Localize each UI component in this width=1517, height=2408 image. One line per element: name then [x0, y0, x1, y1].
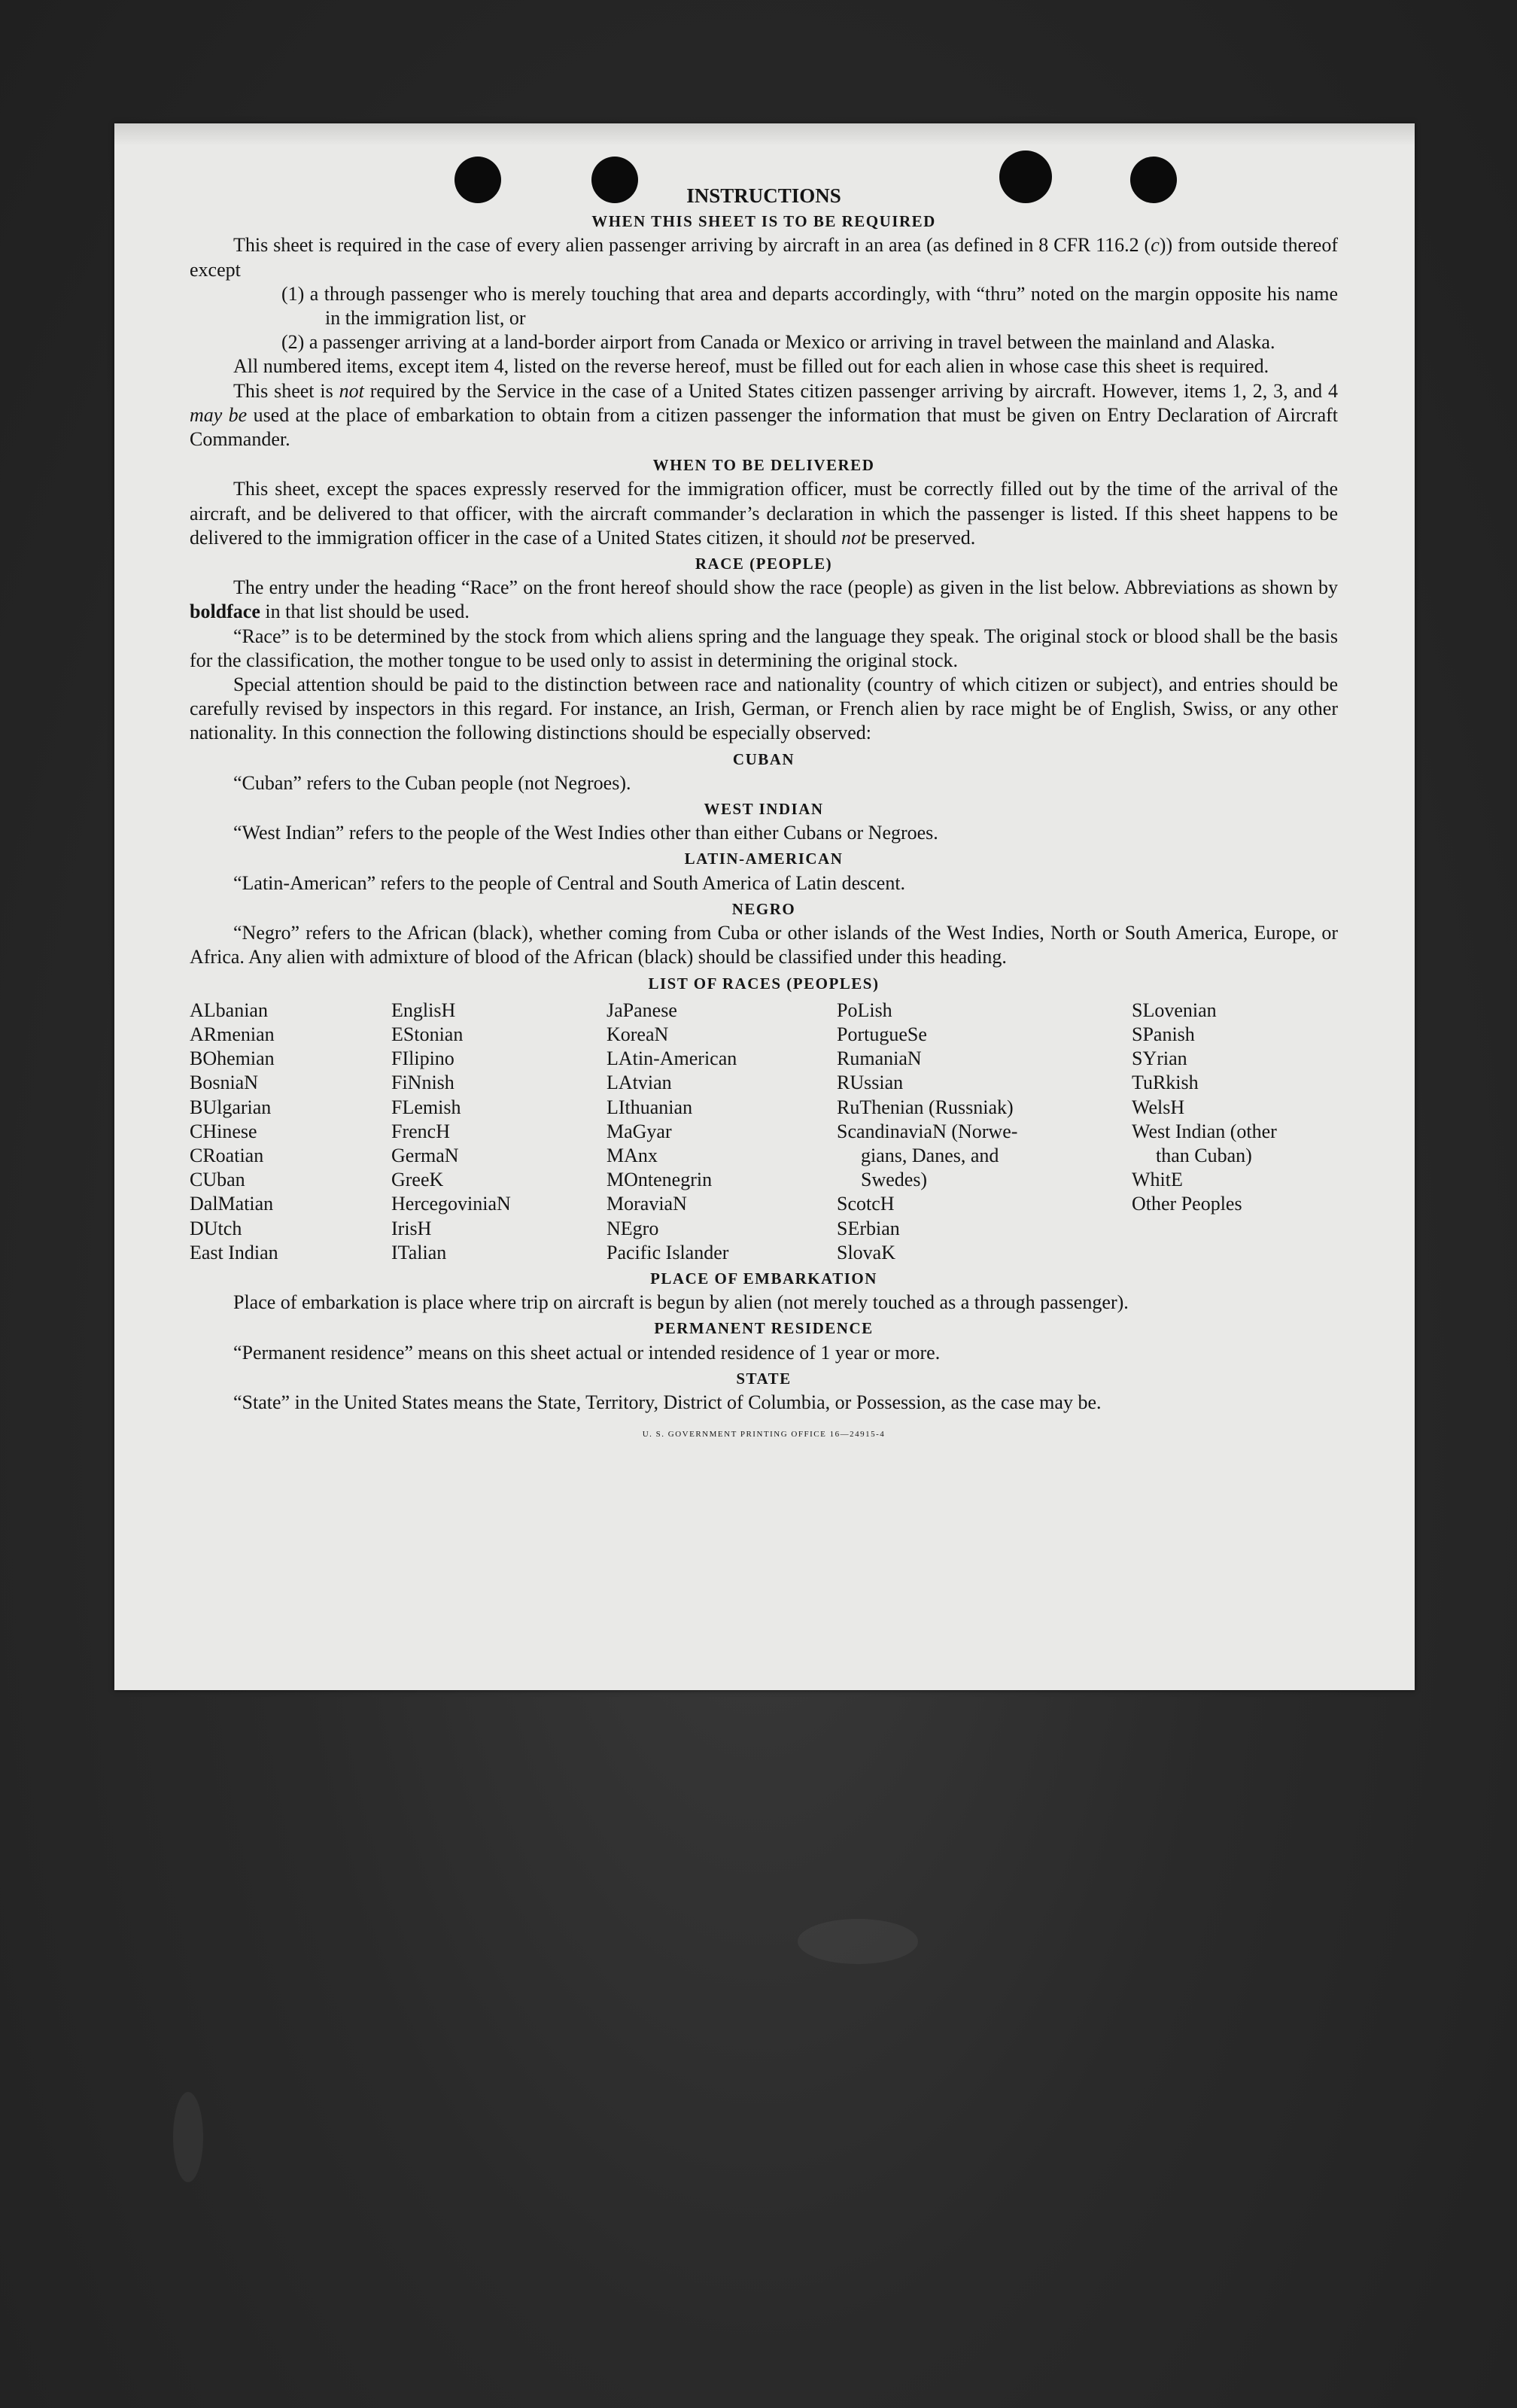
race-item: FLemish: [391, 1096, 461, 1118]
section-heading: WHEN TO BE DELIVERED: [652, 456, 875, 475]
paragraph: The entry under the heading “Race” on the front hereof should show the race (people) as given in the list below. Abbreviations as shown by boldface in that list should be used.: [190, 576, 1338, 623]
paragraph: “State” in the United States means the State, Territory, District of Columbia, or Possession, as the case may be.: [233, 1391, 1102, 1413]
race-item: SYrian: [1132, 1047, 1187, 1070]
race-item: LAtvian: [606, 1072, 672, 1094]
section-heading: NEGRO: [731, 899, 796, 918]
paragraph: “Cuban” refers to the Cuban people (not Negroes).: [233, 771, 631, 794]
race-item: RumaniaN: [837, 1047, 922, 1070]
race-item: ScandinaviaN (Norwe-: [837, 1120, 1018, 1142]
race-item: PortugueSe: [837, 1023, 927, 1045]
race-item: ITalian: [391, 1241, 447, 1263]
race-item: PoLish: [837, 999, 892, 1021]
section-heading: CUBAN: [732, 749, 795, 768]
printer-imprint: U. S. GOVERNMENT PRINTING OFFICE 16—24915-4: [642, 1430, 886, 1440]
race-item: Other Peoples: [1132, 1193, 1242, 1215]
film-artifact: [173, 2092, 203, 2182]
section-heading: PERMANENT RESIDENCE: [654, 1319, 874, 1338]
exception-item: (2) a passenger arriving at a land-border airport from Canada or Mexico or arriving in travel between the mainland and Alaska.: [281, 331, 1275, 354]
paragraph: “Race” is to be determined by the stock from which aliens spring and the language they speak. The original stock or blood shall be the basis for the classification, the mother tongue to be used only to assist in determining the original stock.: [190, 625, 1338, 671]
race-list: [190, 999, 1338, 1265]
section-heading: LATIN-AMERICAN: [684, 850, 844, 868]
race-item: MAnx: [606, 1144, 658, 1166]
race-item: SErbian: [837, 1217, 900, 1239]
race-list-column: [1132, 999, 1335, 1265]
race-item: KoreaN: [606, 1023, 669, 1045]
race-item: SlovaK: [837, 1241, 895, 1263]
paragraph: Place of embarkation is place where trip on aircraft is begun by alien (not merely touched as a through passenger).: [233, 1291, 1129, 1314]
race-item: JaPanese: [606, 999, 677, 1021]
paragraph: This sheet, except the spaces expressly reserved for the immigration officer, must be correctly filled out by the time of the arrival of the aircraft, and be delivered to that officer, with the aircraft commander’s declaration in which the passenger is listed. If this sheet happens to be delivered to the immigration officer in the case of a United States citizen, it should not be preserved.: [190, 478, 1338, 549]
race-list-column: [190, 999, 391, 1265]
race-item: GreeK: [391, 1169, 444, 1191]
exception-item: (1) a through passenger who is merely touching that area and departs accordingly, with “thru” noted on the margin opposite his name in the immigration list, or: [281, 282, 1338, 330]
race-item: MoraviaN: [606, 1193, 687, 1215]
race-item: FIlipino: [391, 1047, 454, 1070]
race-item: LIthuanian: [606, 1096, 693, 1118]
section-heading: STATE: [736, 1369, 792, 1388]
race-item-continuation: Swedes): [861, 1169, 928, 1191]
race-list-column: [391, 999, 606, 1265]
race-item: East Indian: [190, 1241, 278, 1263]
race-item: EStonian: [391, 1023, 464, 1045]
section-heading: RACE (PEOPLE): [695, 555, 833, 573]
race-item: LAtin-American: [606, 1047, 737, 1070]
race-item: BUlgarian: [190, 1096, 272, 1118]
race-item: ScotcH: [837, 1193, 895, 1215]
race-item: WelsH: [1132, 1096, 1185, 1118]
race-item: MOntenegrin: [606, 1169, 713, 1191]
document-page: [114, 123, 1415, 1690]
race-list-column: [837, 999, 1132, 1265]
paragraph: “Negro” refers to the African (black), whether coming from Cuba or other islands of the West Indies, North or South America, Europe, or Africa. Any alien with admixture of blood of the African (black) should be classified under this heading.: [190, 922, 1338, 968]
race-item: Pacific Islander: [606, 1241, 729, 1263]
race-item: CUban: [190, 1169, 245, 1191]
page-top-edge: [114, 123, 1415, 146]
film-artifact: [798, 1919, 918, 1964]
race-item: FiNnish: [391, 1072, 454, 1094]
race-item: MaGyar: [606, 1120, 672, 1142]
instructions-text: [190, 184, 1338, 1446]
paragraph: “West Indian” refers to the people of the West Indies other than either Cubans or Negroes.: [233, 822, 938, 844]
race-item: IrisH: [391, 1217, 432, 1239]
paragraph: This sheet is not required by the Service in the case of a United States citizen passenger arriving by aircraft. However, items 1, 2, 3, and 4 may be used at the place of embarkation to obtain from a citizen passenger the information that must be given on Entry Declaration of Aircraft Commander.: [190, 379, 1339, 451]
section-heading: PLACE OF EMBARKATION: [650, 1269, 877, 1288]
race-item: BOhemian: [190, 1047, 275, 1070]
race-item: West Indian (other: [1132, 1120, 1277, 1142]
race-item: GermaN: [391, 1144, 459, 1166]
paragraph: “Latin-American” refers to the people of Central and South America of Latin descent.: [233, 871, 906, 894]
document-title: INSTRUCTIONS: [686, 184, 841, 207]
paragraph: All numbered items, except item 4, listed on the reverse hereof, must be filled out for each alien in whose case this sheet is required.: [233, 355, 1269, 378]
paragraph: This sheet is required in the case of every alien passenger arriving by aircraft in an area (as defined in 8 CFR 116.2 (c)) from outside thereof except: [190, 234, 1339, 281]
race-item: RuThenian (Russniak): [837, 1096, 1014, 1118]
race-item: DUtch: [190, 1217, 242, 1239]
paragraph: Special attention should be paid to the distinction between race and nationality (country of which citizen or subject), and entries should be carefully revised by inspectors in this regard. For instance, an Irish, German, or French alien by race might be of English, Swiss, or any other nationality. In this connection the following distinctions should be especially observed:: [190, 673, 1338, 744]
race-item: SPanish: [1132, 1023, 1195, 1045]
race-item: ALbanian: [190, 999, 268, 1021]
race-item: DalMatian: [190, 1193, 274, 1215]
race-item: RUssian: [837, 1072, 904, 1094]
race-item: CRoatian: [190, 1144, 264, 1166]
race-item: CHinese: [190, 1120, 257, 1142]
race-item: SLovenian: [1132, 999, 1217, 1021]
section-heading: LIST OF RACES (PEOPLES): [648, 974, 880, 993]
race-item: NEgro: [606, 1217, 659, 1239]
race-item-continuation: than Cuban): [1156, 1144, 1252, 1166]
race-item: BosniaN: [190, 1072, 258, 1094]
section-heading: WEST INDIAN: [704, 800, 824, 819]
race-item: HercegoviniaN: [391, 1193, 511, 1215]
race-item-continuation: gians, Danes, and: [861, 1144, 999, 1166]
paragraph: “Permanent residence” means on this sheet actual or intended residence of 1 year or more.: [233, 1341, 941, 1364]
section-heading: WHEN THIS SHEET IS TO BE REQUIRED: [591, 212, 936, 231]
race-item: FrencH: [391, 1120, 450, 1142]
race-item: WhitE: [1132, 1169, 1183, 1191]
race-item: TuRkish: [1132, 1072, 1199, 1094]
race-item: EnglisH: [391, 999, 456, 1021]
race-item: ARmenian: [190, 1023, 275, 1045]
race-list-column: [606, 999, 837, 1265]
